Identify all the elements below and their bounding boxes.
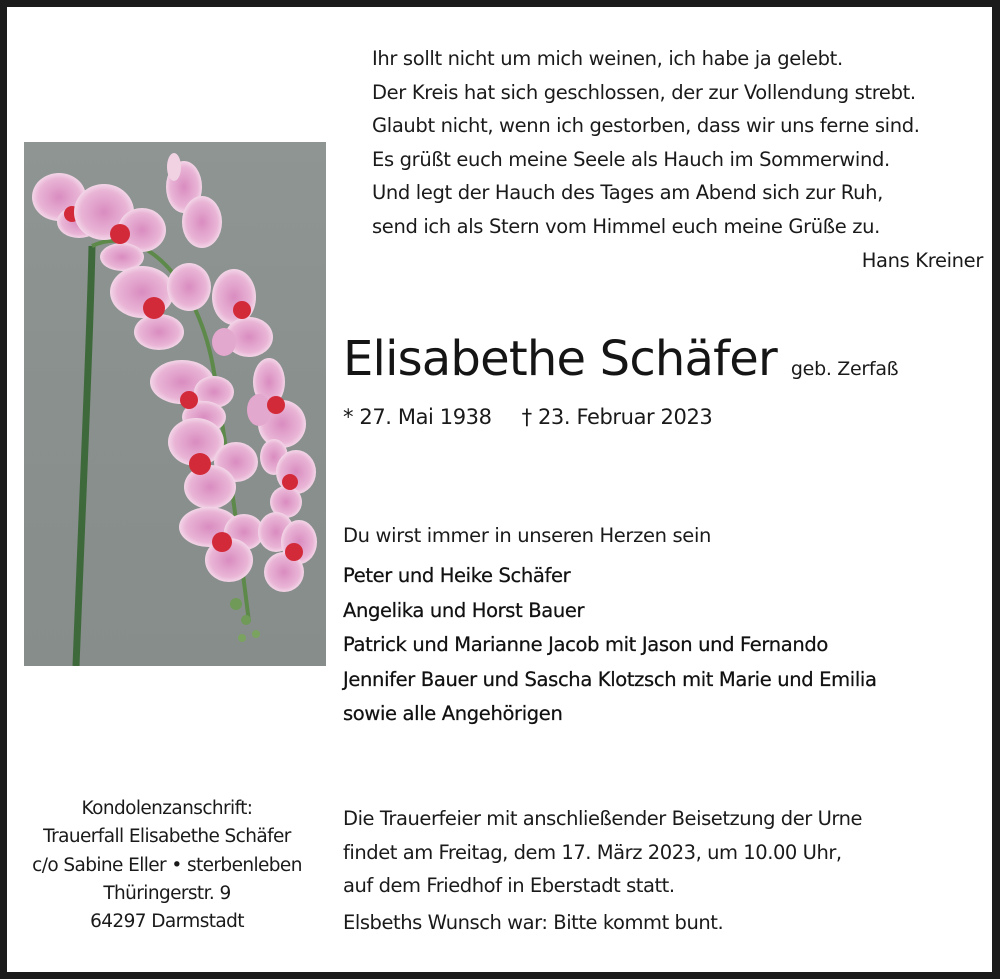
service-wish: Elsbeths Wunsch war: Bitte kommt bunt.: [343, 910, 724, 934]
orchid-icon: [24, 142, 326, 666]
mourner-name: Patrick und Marianne Jacob mit Jason und Fernando: [343, 633, 828, 656]
mourners-intro: Du wirst immer in unseren Herzen sein: [343, 524, 712, 547]
condolence-address: [17, 795, 317, 936]
poem-line: Glaubt nicht, wenn ich gestorben, dass wir uns ferne sind.: [372, 114, 920, 138]
condolence-line: Trauerfall Elisabethe Schäfer: [43, 826, 291, 848]
poem-author: Hans Kreiner: [861, 248, 983, 272]
poem-line: Es grüßt euch meine Seele als Hauch im Sommerwind.: [372, 147, 890, 171]
mourner-name: Jennifer Bauer und Sascha Klotzsch mit Marie und Emilia: [343, 667, 877, 691]
condolence-line: 64297 Darmstadt: [90, 911, 244, 933]
mourner-name: sowie alle Angehörigen: [343, 702, 563, 725]
funeral-service-info: [343, 802, 862, 939]
deceased-name: Elisabethe Schäfer: [343, 331, 777, 387]
service-line: findet am Freitag, dem 17. März 2023, um 10.00 Uhr,: [343, 840, 842, 864]
poem-line: Ihr sollt nicht um mich weinen, ich habe ja gelebt.: [372, 47, 843, 70]
condolence-heading: Kondolenzanschrift:: [81, 798, 253, 819]
deceased-name-row: [343, 331, 898, 387]
life-dates: [343, 405, 712, 429]
death-date: † 23. Februar 2023: [521, 405, 713, 429]
service-line: auf dem Friedhof in Eberstadt statt.: [343, 874, 675, 897]
orchid-image: [24, 142, 326, 666]
poem-line: Und legt der Hauch des Tages am Abend sich zur Ruh,: [372, 181, 883, 205]
mourner-name: Peter und Heike Schäfer: [343, 564, 571, 587]
condolence-line: Thüringerstr. 9: [103, 882, 231, 904]
service-line: Die Trauerfeier mit anschließender Beisetzung der Urne: [343, 807, 863, 830]
maiden-name: geb. Zerfaß: [790, 358, 899, 380]
mourner-name: Angelika und Horst Bauer: [343, 598, 585, 622]
obituary-notice: [7, 7, 992, 972]
poem-line: send ich als Stern vom Himmel euch meine Grüße zu.: [372, 214, 880, 238]
mourners: [343, 519, 877, 732]
birth-date: * 27. Mai 1938: [343, 405, 492, 429]
poem: [372, 42, 989, 277]
condolence-line: c/o Sabine Eller • sterbenleben: [32, 854, 302, 876]
poem-line: Der Kreis hat sich geschlossen, der zur Vollendung strebt.: [372, 80, 916, 104]
